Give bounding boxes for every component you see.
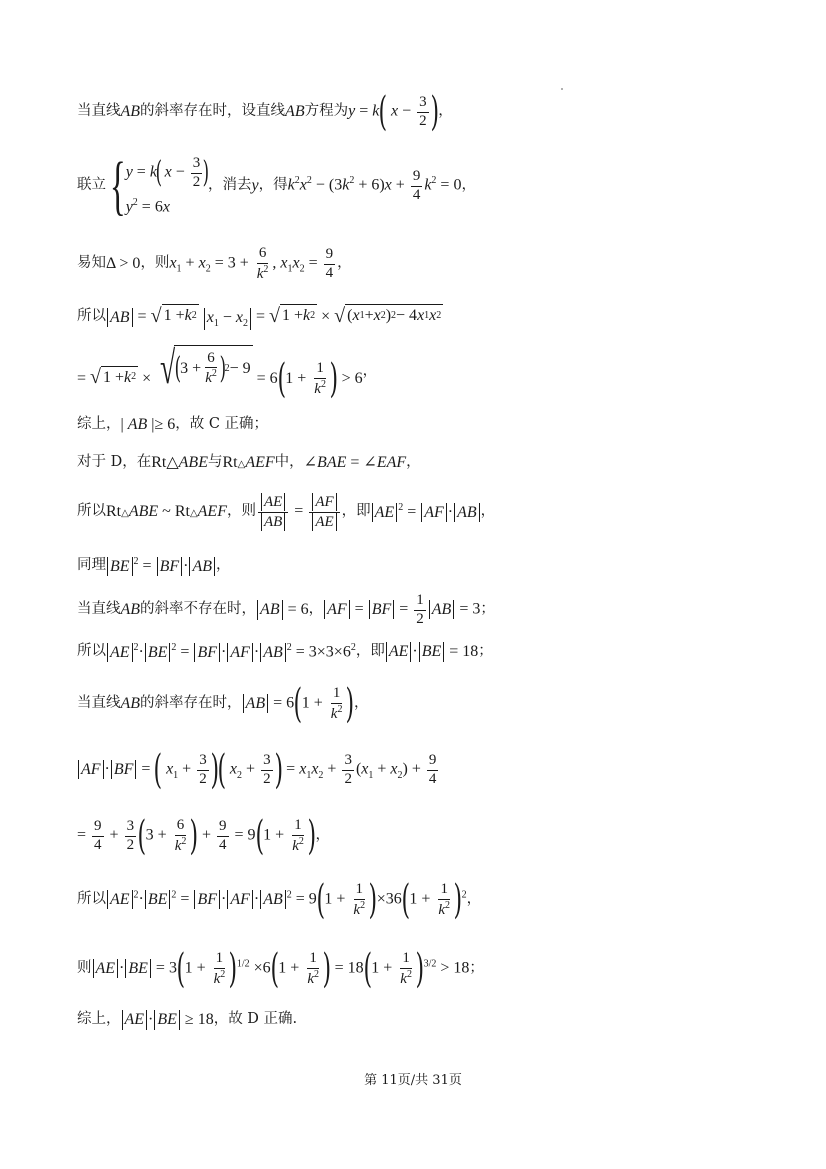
line-16: 则 AE · BE = 3(1 + $\frac{1}{k^2}$ )$^{1/2}$ ×6(1 + $\frac{1}{k^2}$ ) = 18(1 + $\frac{1}{k^2}$ )$^{3/2}$ > 18 ； [77,946,484,992]
line-15: 所以 AE $^2$· BE $^2$ = BF · AF · AB $^2$ = 9(1 + $\frac{1}{k^2}$ )×36(1 + $\frac{1}{k^2}$ )$^2$ ， [77,877,482,923]
quadratic-equation: $k^2x^2 - (3k^2 + 6)x$ + $\frac{9}{4}$ $k^2 = 0$ [287,168,462,203]
line-1: 当直线 AB 的斜率存在时，设直线 AB 方程为 y = k( x − $\frac{3}{2}$ ) ， [77,89,453,135]
vieta-formulas: $x_1 + x_2 = 3$ + $\frac{6}{k^2}$ , $x_1x_2$ = $\frac{9}{4}$ [169,245,334,282]
equation-system: { y = k( x − $\frac{3}{2}$ ) $y^2 = 6x$ [109,149,210,222]
scan-dot [561,88,563,90]
af-bf-result: = $\frac{9}{4}$ + $\frac{3}{2}$ (3 + $\frac{6}{k^2}$ ) + $\frac{9}{4}$ = 9(1 + $\frac{1}{k^2}$ ) [77,813,316,859]
line-4: 所以 AB = √ 1 + k 2 $x_1 - x_2$ = √ 1 + k 2 × √ ( x 1 + x 2 ) 2 − 4 x 1 x 2 [77,304,442,329]
chord-length-result: = √ 1 + k 2 × √ ( 3 + 6 $k^2$ ) 2 − 9 = 6(1 + $\frac{1}{k^2}$ ) > 6 [77,341,363,403]
line-9: 同理 BE $^2$ = BF · AB ， [77,556,231,575]
line-13 [77,747,786,793]
line-7: 对于 D，在 Rt△ABE 与 Rt△AEF 中， ∠BAE = ∠EAF ， [77,454,421,472]
line-3: 易知 Δ > 0 ，则 $x_1 + x_2 = 3$ + $\frac{6}{k^2}$ , $x_1x_2$ = $\frac{9}{4}$ ， [77,245,352,282]
line-17: 综上， AE · BE ≥ 18 ，故 D 正确. [77,1011,298,1029]
line-11: 所以 AE $^2$· BE $^2$ = BF · AF · AB $^2 = 3\times 3\times 6^2$ ，即 AE · BE = 18 ； [77,642,493,661]
af-bf-product: AF · BF = ( $x_1$ + $\frac{3}{2}$ )( $x_2$ + $\frac{3}{2}$ ) = $x_1x_2$ + $\frac{3}{2}$ $(x_1 + x_2)$ + $\frac{9}{4}$ [77,750,440,790]
line-12: 当直线 AB 的斜率存在时， AB = 6(1 + $\frac{1}{k^2}$ ) ， [77,681,369,727]
line-14: = $\frac{9}{4}$ + $\frac{3}{2}$ (3 + $\frac{6}{k^2}$ ) + $\frac{9}{4}$ = 9(1 + $\frac{1}{k^2}$ ) ， [77,813,330,859]
line-8: 所以 Rt△ABE ~ Rt△AEF ，则 $\frac{AE}{AB}$ = $\frac{AF}{AE}$ ，即 AE $^2$ = AF · AB ， [77,494,496,530]
similarity-ratio: $\frac{AE}{AB}$ = $\frac{AF}{AE}$ [256,493,342,531]
line-5: = √ 1 + k 2 × √ ( 3 + 6 $k^2$ ) 2 − 9 = 6(1 + $\frac{1}{k^2}$ ) > 6 ， [77,341,378,403]
line-6: 综上， | AB |≥ 6 ，故 C 正确； [77,416,269,434]
page-footer: 第 11页/共 31页 [364,1073,462,1088]
chord-length: AB = √ 1 + k 2 $x_1 - x_2$ = √ 1 + k 2 × √ ( x 1 + x 2 ) 2 − 4 x 1 x 2 [106,304,443,329]
line-2: 联立 { y = k( x − $\frac{3}{2}$ ) $y^2 = 6x$ ，消去 y ，得 $k^2x^2 - (3k^2 + 6)x$ + $\frac{9}{4}$ $k^2 = 0$ ， [77,149,476,222]
line-10: 当直线 AB 的斜率不存在时， AB = 6 ， AF = BF = $\frac{1}{2}$ AB = 3 ； [77,592,495,627]
line-equation: y = k( x − $\frac{3}{2}$ ) [348,89,439,135]
